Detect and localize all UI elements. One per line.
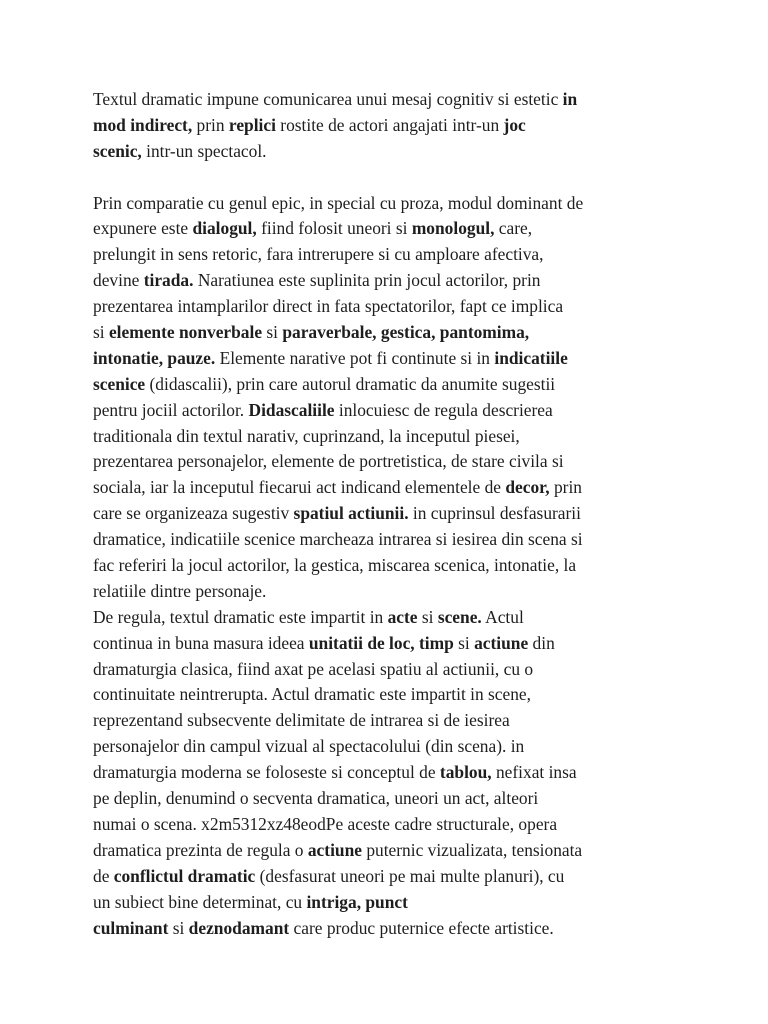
text-line [93, 605, 673, 631]
bold-term: indicatiile [494, 347, 568, 368]
text-run: numai o scena. x2m5312xz48eodPe aceste cadre structurale, opera [93, 813, 558, 834]
text-run: prin [192, 114, 229, 135]
text-line [93, 191, 673, 217]
text-run: prelungit in sens retoric, fara intrerupere si cu amploare afectiva, [93, 244, 544, 265]
text-line [93, 916, 673, 942]
text-run: si [453, 632, 475, 653]
text-run: dramaturgia moderna se foloseste si conceptul de [93, 762, 440, 783]
text-line [93, 346, 673, 372]
text-run: Actul [481, 606, 524, 627]
text-line [93, 449, 673, 475]
text-run: (didascalii), prin care autorul dramatic da anumite sugestii [145, 373, 556, 394]
text-run: reprezentand subsecvente delimitate de intrarea si de iesirea [93, 710, 510, 731]
bold-term: paraverbale, gestica, pantomima, [282, 322, 530, 343]
text-line [93, 398, 673, 424]
document-page [93, 87, 673, 941]
text-run: dramaturgia clasica, fiind axat pe acelasi spatiu al actiunii, cu o [93, 658, 534, 679]
text-run: care produc puternice efecte artistice. [289, 917, 554, 938]
text-run: continuitate neintrerupta. Actul dramatic este impartit in scene, [93, 684, 531, 705]
text-line [93, 708, 673, 734]
paragraph-gap [93, 165, 673, 191]
text-run: rostite de actori angajati intr-un [275, 114, 504, 135]
text-run: care, [494, 218, 533, 239]
text-line [93, 475, 673, 501]
bold-term: actiune [307, 839, 362, 860]
text-line [93, 113, 673, 139]
text-line [93, 631, 673, 657]
text-line [93, 838, 673, 864]
text-run: expunere este [93, 218, 193, 239]
bold-term: mod indirect, [93, 114, 193, 135]
text-run: pe deplin, denumind o secventa dramatica, uneori un act, alteori [93, 788, 539, 809]
text-run: in cuprinsul desfasurarii [408, 503, 581, 524]
text-line [93, 424, 673, 450]
text-run: si [168, 917, 189, 938]
text-run: continua in buna masura ideea [93, 632, 309, 653]
text-run: si [417, 606, 438, 627]
bold-term: monologul, [411, 218, 495, 239]
text-line [93, 760, 673, 786]
bold-term: unitatii de loc, timp [308, 632, 454, 653]
text-run: de [93, 865, 114, 886]
bold-term: dialogul, [192, 218, 257, 239]
text-run: fiind folosit uneori si [256, 218, 412, 239]
text-line [93, 372, 673, 398]
text-run: din [528, 632, 555, 653]
text-run: Naratiunea este suplinita prin jocul actorilor, prin [193, 270, 541, 291]
bold-term: scenic, [93, 140, 142, 161]
bold-term: acte [387, 606, 418, 627]
text-run: (desfasurat uneori pe mai multe planuri), cu [255, 865, 565, 886]
text-line [93, 242, 673, 268]
text-run: Prin comparatie cu genul epic, in special cu proza, modul dominant de [93, 192, 584, 213]
text-run: prin [549, 477, 582, 498]
text-run: dramatice, indicatiile scenice marcheaza intrarea si iesirea din scena si [93, 529, 583, 550]
bold-term: intriga, punct [306, 891, 408, 912]
text-run: intr-un spectacol. [141, 140, 267, 161]
bold-term: replici [228, 114, 276, 135]
text-run: nefixat insa [491, 762, 577, 783]
text-line [93, 553, 673, 579]
bold-term: scenice [93, 373, 146, 394]
text-line [93, 579, 673, 605]
bold-term: decor, [505, 477, 550, 498]
text-run: un subiect bine determinat, cu [93, 891, 307, 912]
text-run: Elemente narative pot fi continute si in [215, 347, 495, 368]
bold-term: scene. [437, 606, 482, 627]
text-run: fac referiri la jocul actorilor, la gestica, miscarea scenica, intonatie, la [93, 555, 577, 576]
bold-term: conflictul dramatic [113, 865, 256, 886]
text-run: devine [93, 270, 144, 291]
text-line [93, 501, 673, 527]
text-run: care se organizeaza sugestiv [93, 503, 294, 524]
text-run: si [93, 322, 109, 343]
text-line [93, 812, 673, 838]
bold-term: culminant [93, 917, 169, 938]
text-run: prezentarea personajelor, elemente de portretistica, de stare civila si [93, 451, 564, 472]
text-run: si [262, 322, 283, 343]
bold-term: tirada. [143, 270, 194, 291]
text-line [93, 216, 673, 242]
text-run: Textul dramatic impune comunicarea unui mesaj cognitiv si estetic [93, 89, 563, 109]
text-line [93, 527, 673, 553]
text-line [93, 268, 673, 294]
text-run: prezentarea intamplarilor direct in fata spectatorilor, fapt ce implica [93, 296, 564, 317]
text-line [93, 657, 673, 683]
text-line [93, 864, 673, 890]
text-run: pentru jociil actorilor. [93, 399, 249, 420]
paragraph [93, 87, 673, 165]
bold-term: actiune [474, 632, 529, 653]
bold-term: in [562, 89, 578, 109]
text-run: personajelor din campul vizual al spectacolului (din scena). in [93, 736, 525, 757]
bold-term: tablou, [439, 762, 492, 783]
text-line [93, 87, 673, 113]
text-line [93, 320, 673, 346]
text-run: relatiile dintre personaje. [93, 580, 267, 601]
text-line [93, 734, 673, 760]
bold-term: Didascaliile [248, 399, 335, 420]
text-line [93, 139, 673, 165]
text-run: puternic vizualizata, tensionata [361, 839, 583, 860]
text-line [93, 890, 673, 916]
bold-term: joc [503, 114, 526, 135]
bold-term: elemente nonverbale [108, 322, 263, 343]
bold-term: spatiul actiunii. [293, 503, 409, 524]
paragraph [93, 191, 673, 942]
text-run: De regula, textul dramatic este impartit in [93, 606, 388, 627]
text-line [93, 294, 673, 320]
bold-term: intonatie, pauze. [93, 347, 216, 368]
text-run: traditionala din textul narativ, cuprinzand, la inceputul piesei, [93, 425, 520, 446]
text-run: inlocuiesc de regula descrierea [334, 399, 553, 420]
text-run: sociala, iar la inceputul fiecarui act indicand elementele de [93, 477, 506, 498]
bold-term: deznodamant [188, 917, 290, 938]
text-line [93, 786, 673, 812]
text-line [93, 682, 673, 708]
text-run: dramatica prezinta de regula o [93, 839, 308, 860]
